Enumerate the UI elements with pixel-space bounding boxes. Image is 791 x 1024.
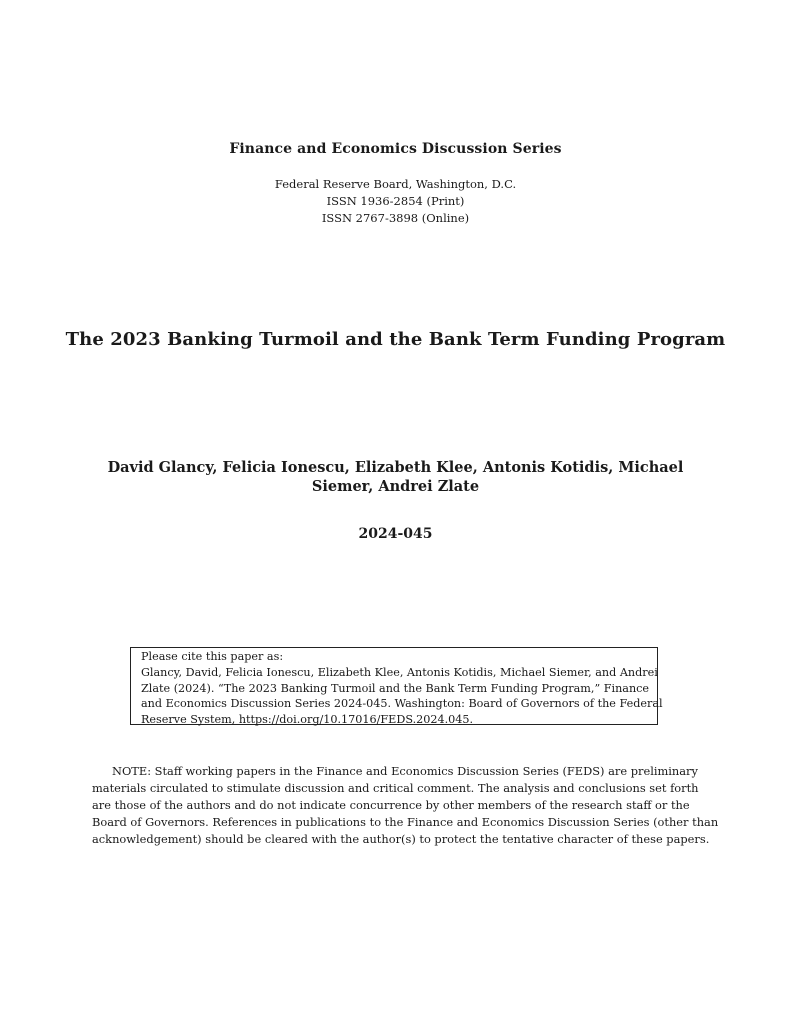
note-line: are those of the authors and do not indicate concurrence by other members of the research staff or the — [92, 798, 690, 812]
citation-line: Glancy, David, Felicia Ionescu, Elizabeth Klee, Antonis Kotidis, Michael Siemer, and Andrei — [141, 665, 658, 679]
note-line: NOTE: Staff working papers in the Finance and Economics Discussion Series (FEDS) are preliminary — [112, 764, 698, 778]
citation-line: and Economics Discussion Series 2024-045. Washington: Board of Governors of the Federal — [141, 697, 663, 711]
citation-line: Zlate (2024). “The 2023 Banking Turmoil and the Bank Term Funding Program,” Finance — [141, 681, 650, 695]
paper-number: 2024-045 — [358, 526, 433, 542]
authors-line: David Glancy, Felicia Ionescu, Elizabeth Klee, Antonis Kotidis, Michael — [107, 459, 684, 476]
issn-online: ISSN 2767-3898 (Online) — [321, 211, 470, 225]
note-line: acknowledgement) should be cleared with the author(s) to protect the tentative character of these papers. — [92, 832, 710, 846]
authors-line: Siemer, Andrei Zlate — [311, 478, 480, 495]
paper-title: The 2023 Banking Turmoil and the Bank Term Funding Program — [65, 329, 726, 350]
citation-line: Reserve System, https://doi.org/10.17016/FEDS.2024.045. — [141, 713, 474, 727]
note-line: materials circulated to stimulate discussion and critical comment. The analysis and conclusions set forth — [92, 781, 699, 795]
publisher: Federal Reserve Board, Washington, D.C. — [274, 177, 517, 191]
note-line: Board of Governors. References in publications to the Finance and Economics Discussion Series (other than — [92, 815, 719, 829]
series-title: Finance and Economics Discussion Series — [229, 141, 562, 157]
citation-box — [130, 647, 663, 727]
disclaimer-note — [92, 763, 719, 848]
authors — [80, 458, 711, 496]
citation-line: Please cite this paper as: — [141, 650, 284, 663]
publisher-block — [0, 176, 791, 227]
issn-print: ISSN 1936-2854 (Print) — [326, 194, 465, 208]
